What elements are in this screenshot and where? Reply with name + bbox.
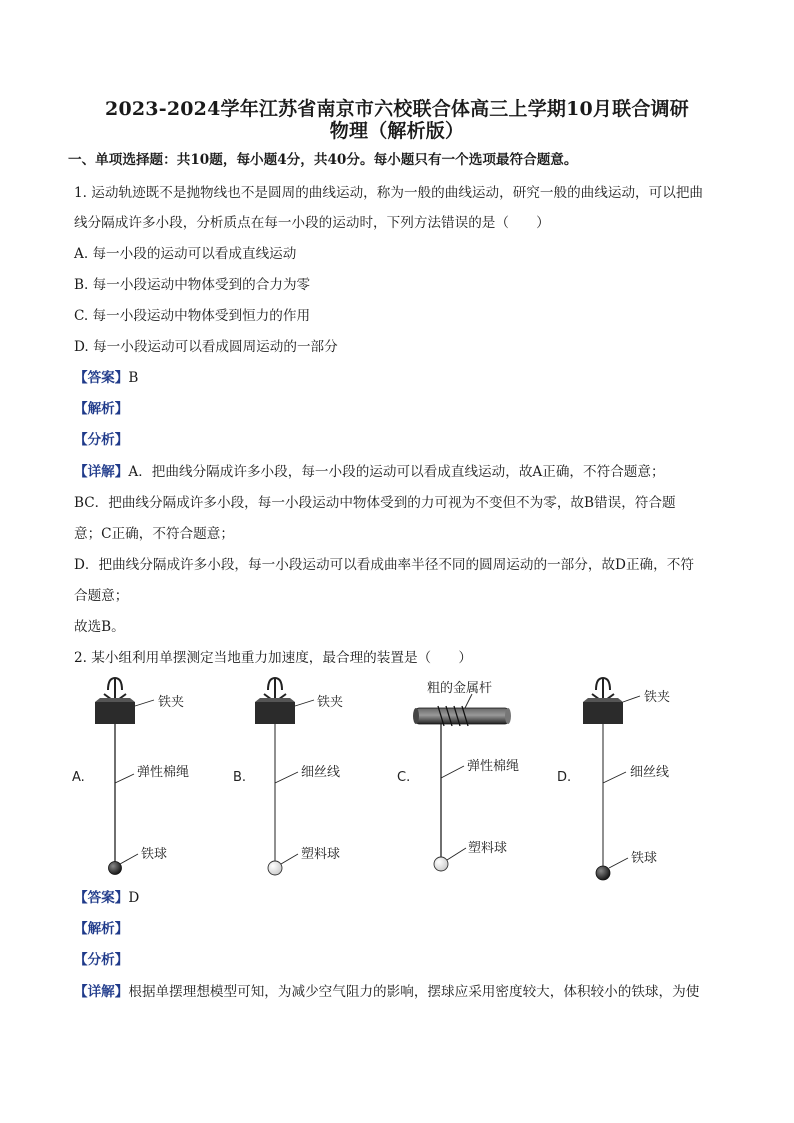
binder-clip-icon [95, 678, 135, 724]
section-heading: 一、单项选择题：共10题，每小题4分，共40分。每小题只有一个选项最符合题意。 [68, 152, 578, 168]
binder-clip-icon [583, 678, 623, 724]
q2-fenxi-tag: 【分析】 [74, 952, 129, 968]
q1-option-d: D. 每一小段运动可以看成圆周运动的一部分 [74, 339, 338, 355]
document-title: 2023-2024学年江苏省南京市六校联合体高三上学期10月联合调研 [105, 98, 689, 120]
detail-tag: 【详解】 [74, 984, 129, 1000]
q2-detail-line1 [74, 982, 699, 1002]
answer-value: D [128, 890, 140, 906]
q1-option-b: B. 每一小段运动中物体受到的合力为零 [74, 277, 311, 293]
device-b-letter: B. [233, 770, 247, 785]
q1-option-c: C. 每一小段运动中物体受到恒力的作用 [74, 308, 311, 324]
answer-tag: 【答案】 [74, 890, 129, 906]
q2-jiexi-tag: 【解析】 [74, 921, 129, 937]
answer-tag: 【答案】 [74, 370, 129, 386]
pendulum-figure [60, 668, 740, 888]
binder-clip-icon [255, 678, 295, 724]
device-d-ball-label: 铁球 [631, 851, 658, 866]
q2-stem: 2. 某小组利用单摆测定当地重力加速度，最合理的装置是（ ） [74, 650, 472, 666]
q1-option-a: A. 每一小段的运动可以看成直线运动 [74, 246, 297, 262]
iron-ball [109, 862, 122, 875]
device-c-string-label: 弹性棉绳 [467, 759, 520, 774]
q1-stem-line2: 线分隔成许多小段，分析质点在每一小段的运动时，下列方法错误的是（ ） [74, 215, 550, 231]
q1-detail-line3: 意；C正确，不符合题意； [74, 526, 234, 542]
device-a-ball-label: 铁球 [141, 847, 168, 862]
q1-answer [74, 368, 138, 388]
detail-text: 根据单摆理想模型可知，为减少空气阻力的影响，摆球应采用密度较大，体积较小的铁球，为使 [128, 984, 700, 1000]
device-d-top-label: 铁夹 [644, 690, 671, 705]
device-c-ball-label: 塑料球 [468, 841, 508, 856]
device-d-string-label: 细丝线 [630, 765, 670, 780]
q1-detail-line2: BC．把曲线分隔成许多小段，每一小段运动中物体受到的力可视为不变但不为零，故B错误，符合题 [74, 495, 676, 511]
document-subtitle: 物理（解析版） [329, 120, 465, 142]
q1-detail-line4: D．把曲线分隔成许多小段，每一小段运动可以看成曲率半径不同的圆周运动的一部分，故D正确，不符 [74, 557, 694, 573]
q1-jiexi-tag: 【解析】 [74, 401, 129, 417]
device-b-string-label: 细丝线 [301, 765, 341, 780]
device-c-top-label: 粗的金属杆 [427, 681, 493, 696]
q1-fenxi-tag: 【分析】 [74, 432, 129, 448]
metal-rod-icon [413, 706, 511, 726]
q1-conclusion: 故选B。 [74, 619, 125, 635]
q1-stem-line1: 1. 运动轨迹既不是抛物线也不是圆周的曲线运动，称为一般的曲线运动，研究一般的曲线运动，可以把曲 [74, 185, 704, 201]
device-a-string-label: 弹性棉绳 [137, 765, 190, 780]
iron-ball [596, 866, 610, 880]
device-b-top-label: 铁夹 [317, 695, 344, 710]
device-a [72, 678, 189, 875]
device-a-letter: A. [72, 770, 85, 785]
plastic-ball [434, 857, 448, 871]
device-d-letter: D. [557, 770, 572, 785]
q1-detail-line1 [74, 462, 665, 482]
detail-tag: 【详解】 [74, 464, 129, 480]
plastic-ball [268, 861, 282, 875]
q2-answer [74, 888, 139, 908]
device-b [233, 678, 343, 875]
q1-detail-line5: 合题意； [74, 588, 129, 604]
device-c [397, 680, 519, 871]
device-b-ball-label: 塑料球 [301, 847, 341, 862]
answer-value: B [128, 370, 139, 386]
device-a-top-label: 铁夹 [158, 695, 185, 710]
device-c-letter: C. [397, 770, 411, 785]
device-d [557, 678, 670, 880]
detail-text: A．把曲线分隔成许多小段，每一小段的运动可以看成直线运动，故A正确，不符合题意； [128, 464, 665, 480]
